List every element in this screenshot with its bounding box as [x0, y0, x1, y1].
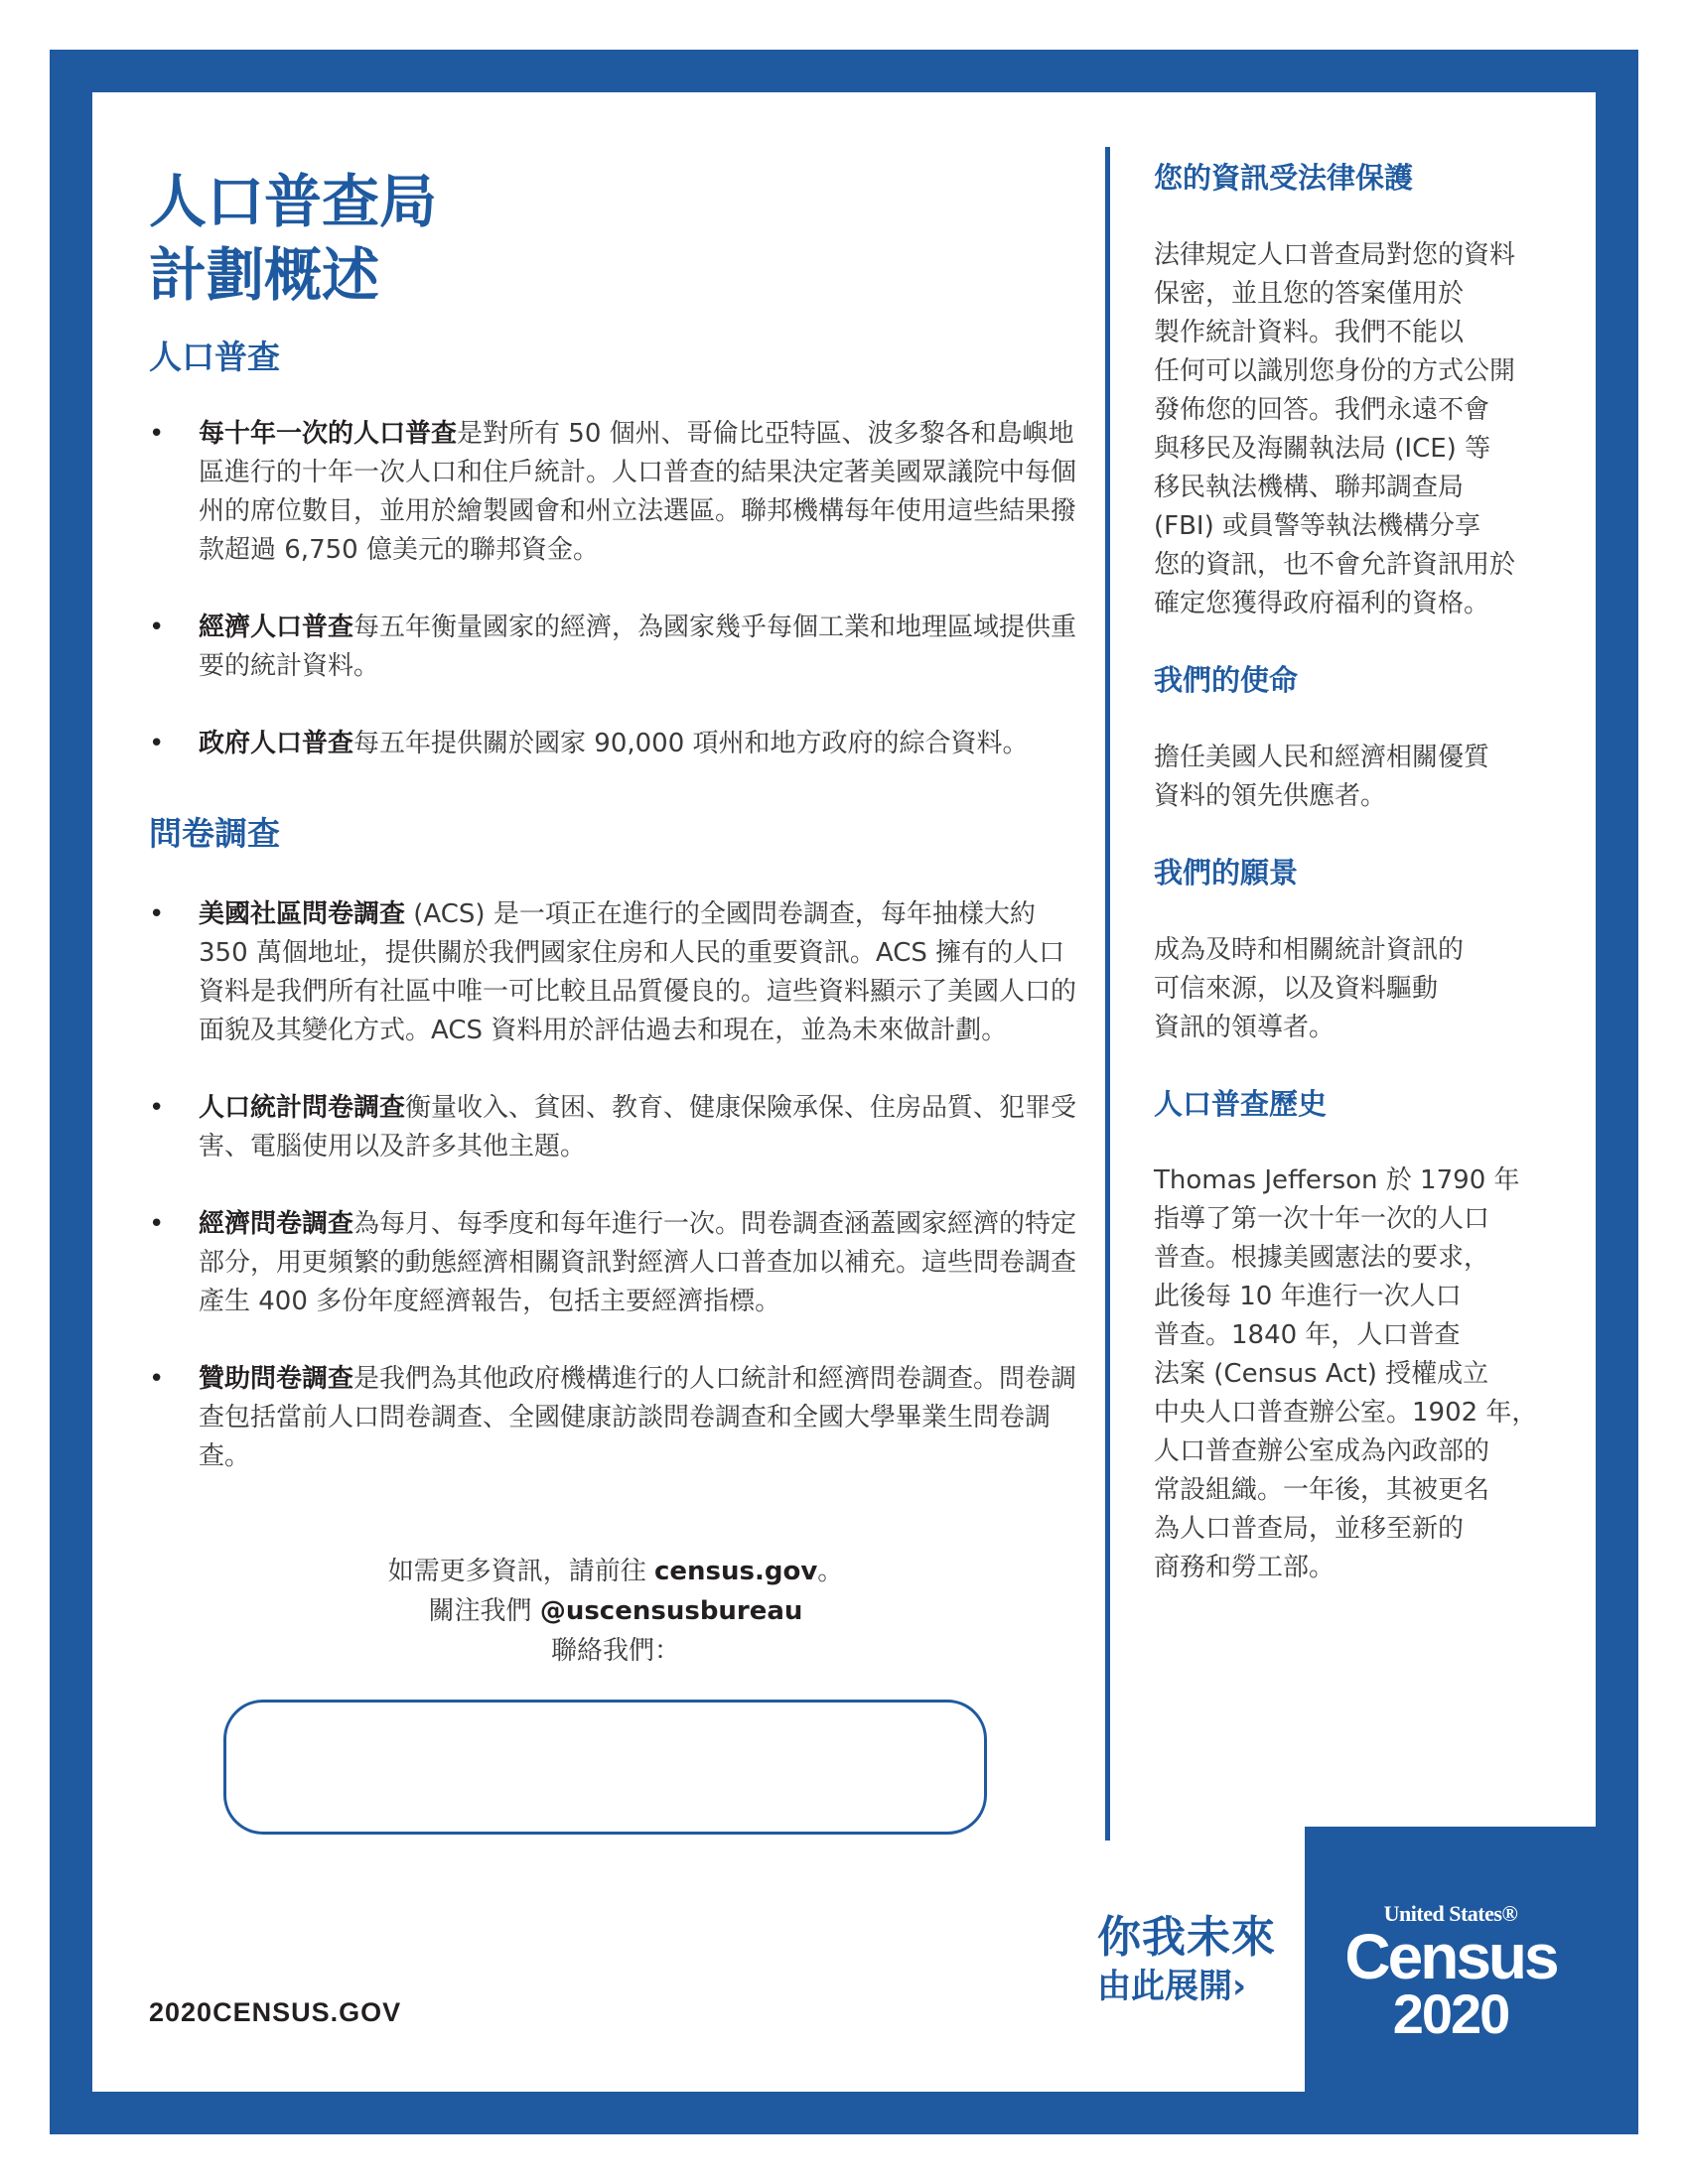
- vision-text: [1154, 931, 1571, 1047]
- history-text: [1154, 1161, 1571, 1587]
- logo-united-states: United States®: [1383, 1901, 1518, 1926]
- list-item: [149, 609, 1082, 686]
- follow-prefix: 關注我們: [428, 1596, 540, 1626]
- item-text: 為每月、每季度和每年進行一次。問卷調查涵蓋國家經濟的特定部分，用更頻繁的動態經濟相關資訊對經濟人口普查加以補充。這些問卷調查產生 400 多份年度經濟報告，包括主要經濟指標。: [199, 1209, 1077, 1316]
- mission-heading: 我們的使命: [1154, 663, 1299, 697]
- text-line: 中央人口普查辦公室。1902 年，: [1154, 1398, 1538, 1428]
- item-bold: 贊助問卷調查: [199, 1364, 354, 1394]
- tagline-line1: 你我未來: [1097, 1912, 1276, 1963]
- item-bold: 經濟問卷調查: [199, 1209, 354, 1239]
- text-line: 資料的領先供應者。: [1154, 781, 1387, 811]
- text-line: 資訊的領導者。: [1154, 1013, 1336, 1042]
- text-line: 確定您獲得政府福利的資格。: [1154, 589, 1490, 618]
- column-divider: [1105, 147, 1110, 1841]
- text-line: 為人口普查局，並移至新的: [1154, 1514, 1465, 1544]
- text-line: 商務和勞工部。: [1154, 1553, 1336, 1582]
- text-line: Thomas Jefferson 於 1790 年: [1154, 1165, 1520, 1195]
- text-line: 發佈您的回答。我們永遠不會: [1154, 395, 1490, 425]
- mission-text: [1154, 739, 1571, 816]
- text-line: 指導了第一次十年一次的人口: [1154, 1204, 1490, 1234]
- tagline-line2-text: 由此展開: [1097, 1967, 1232, 2006]
- footer-url[interactable]: 2020CENSUS.GOV: [149, 1997, 402, 2027]
- text-line: 人口普查辦公室成為內政部的: [1154, 1436, 1490, 1466]
- surveys-heading: 問卷調查: [149, 814, 280, 853]
- list-item: [149, 1089, 1082, 1166]
- protect-text: [1154, 236, 1571, 623]
- tagline-line2: [1097, 1965, 1286, 2008]
- contact-label: 聯絡我們：: [550, 1636, 680, 1666]
- list-item: [149, 895, 1082, 1050]
- text-line: 成為及時和相關統計資訊的: [1154, 935, 1465, 965]
- more-info-suffix: 。: [817, 1557, 844, 1586]
- page-title-line2: 計劃概述: [149, 241, 380, 309]
- item-text: 衡量收入、貧困、教育、健康保險承保、住房品質、犯罪受害、電腦使用以及許多其他主題。: [199, 1093, 1077, 1161]
- contact-info: [149, 1552, 1082, 1671]
- social-handle-link[interactable]: @uscensusbureau: [539, 1596, 803, 1626]
- list-item: [149, 725, 1082, 763]
- text-line: 移民執法機構、聯邦調查局: [1154, 473, 1465, 502]
- item-bold: 每十年一次的人口普查: [199, 419, 458, 449]
- contact-box: [223, 1700, 987, 1835]
- item-text: 每五年衡量國家的經濟，為國家幾乎每個工業和地理區域提供重要的統計資料。: [199, 613, 1077, 681]
- text-line: 法案 (Census Act) 授權成立: [1154, 1359, 1489, 1389]
- text-line: (FBI) 或員警等執法機構分享: [1154, 511, 1481, 541]
- item-bold: 美國社區問卷調查: [199, 899, 406, 929]
- item-text: 是對所有 50 個州、哥倫比亞特區、波多黎各和島嶼地區進行的十年一次人口和住戶統計。人口普查的結果決定著美國眾議院中每個州的席位數目，並用於繪製國會和州立法選區。聯邦機構每年使用這些結果撥款超過 6,750 億美元的聯邦資金。: [199, 419, 1077, 565]
- text-line: 可信來源，以及資料驅動: [1154, 974, 1439, 1004]
- text-line: 此後每 10 年進行一次人口: [1154, 1282, 1462, 1311]
- logo-census: Census: [1344, 1921, 1557, 1992]
- item-bold: 政府人口普查: [199, 729, 354, 758]
- text-line: 普查。1840 年，人口普查: [1154, 1320, 1461, 1350]
- history-heading: 人口普查歷史: [1154, 1087, 1328, 1121]
- text-line: 任何可以識別您身份的方式公開: [1154, 356, 1516, 386]
- census-list: [149, 415, 1082, 802]
- page-title-line1: 人口普查局: [149, 168, 438, 235]
- item-text: 是我們為其他政府機構進行的人口統計和經濟問卷調查。問卷調查包括當前人口問卷調查、全國健康訪談問卷調查和全國大學畢業生問卷調查。: [199, 1364, 1077, 1471]
- text-line: 擔任美國人民和經濟相關優質: [1154, 743, 1490, 772]
- item-bold: 人口統計問卷調查: [199, 1093, 406, 1123]
- census-gov-link[interactable]: census.gov: [653, 1557, 818, 1586]
- surveys-list: [149, 895, 1082, 1515]
- more-info-prefix: 如需更多資訊，請前往: [387, 1557, 654, 1586]
- text-line: 普查。根據美國憲法的要求，: [1154, 1243, 1490, 1273]
- text-line: 製作統計資料。我們不能以: [1154, 318, 1465, 347]
- tagline: [1097, 1911, 1286, 2008]
- list-item: [149, 1205, 1082, 1321]
- text-line: 常設組織。一年後，其被更名: [1154, 1475, 1490, 1505]
- list-item: [149, 1360, 1082, 1476]
- text-line: 保密，並且您的答案僅用於: [1154, 279, 1465, 309]
- item-text: 每五年提供關於國家 90,000 項州和地方政府的綜合資料。: [353, 729, 1029, 758]
- census-2020-logo: [1305, 1901, 1597, 2045]
- follow-row: [149, 1591, 1082, 1631]
- protect-heading: 您的資訊受法律保護: [1154, 161, 1414, 195]
- list-item: [149, 415, 1082, 570]
- census-heading: 人口普查: [149, 338, 280, 376]
- text-line: 與移民及海關執法局 (ICE) 等: [1154, 434, 1491, 464]
- text-line: 法律規定人口普查局對您的資料: [1154, 240, 1516, 270]
- chevron-right-icon: ›: [1232, 1967, 1247, 2006]
- more-info-row: [149, 1552, 1082, 1591]
- item-text: (ACS) 是一項正在進行的全國問卷調查，每年抽樣大約 350 萬個地址，提供關於我們國家住房和人民的重要資訊。ACS 擁有的人口資料是我們所有社區中唯一可比較且品質優良的。這些資料顯示了美國人口的面貌及其變化方式。ACS 資料用於評估過去和現在，並為未來做計劃。: [199, 899, 1077, 1045]
- vision-heading: 我們的願景: [1154, 856, 1299, 889]
- item-bold: 經濟人口普查: [199, 613, 354, 642]
- text-line: 您的資訊，也不會允許資訊用於: [1154, 550, 1516, 580]
- logo-year: 2020: [1392, 1982, 1509, 2045]
- page-title: [149, 165, 437, 312]
